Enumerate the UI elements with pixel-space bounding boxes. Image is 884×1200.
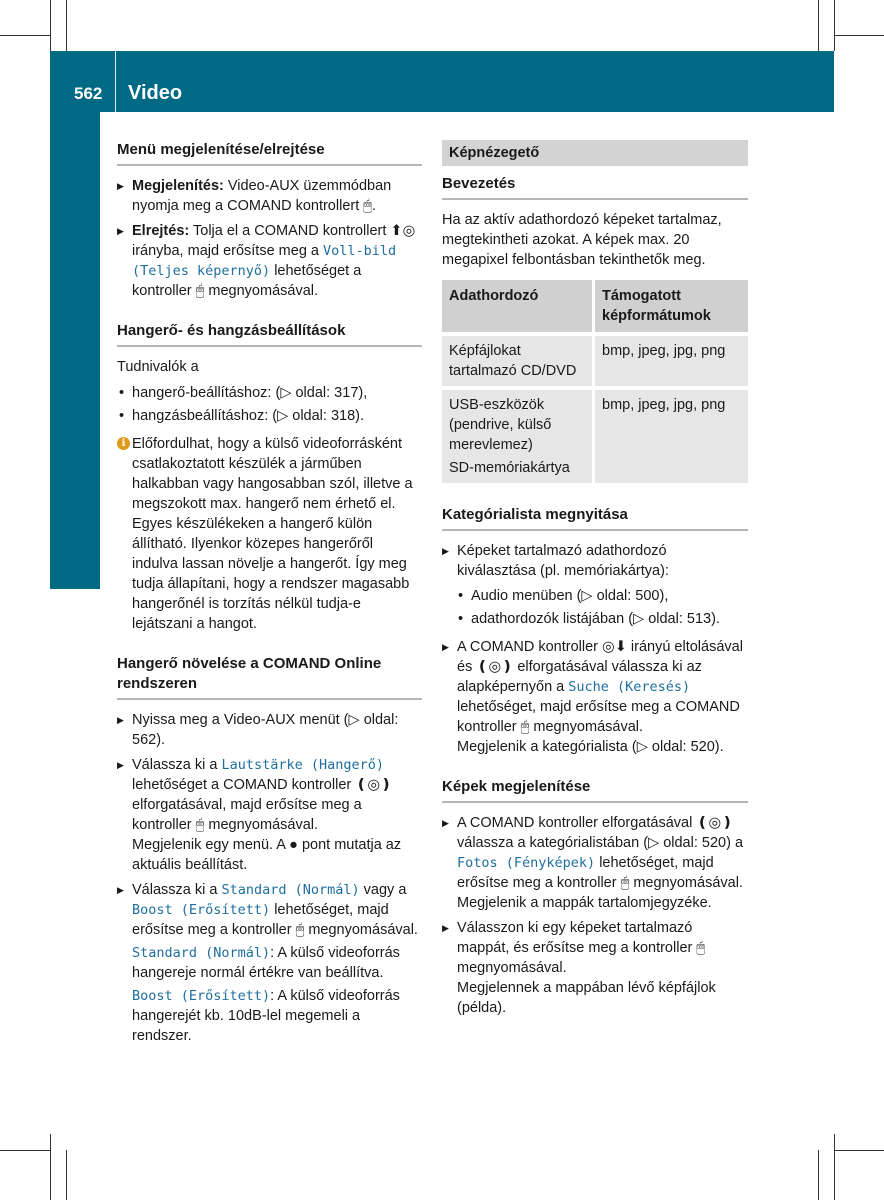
slide-down-icon: ◎⬇: [602, 639, 627, 655]
press-icon: 🖱: [295, 922, 305, 938]
section-heading: Bevezetés: [442, 174, 748, 200]
menu-item-lautstaerke: Lautstärke (Hangerő): [221, 757, 385, 773]
info-note-text: Előfordulhat, hogy a külső videoforrásként csatlakoztatott készülék a járműben halkabban vagy hangosabban szól, illetve a megszokott max. hangerő nem érhető el. Egyes készülékeken a hangerő külön állítható. Ilyenkor közepes hangerőről indulva lassan növelje a hangerőt. Így meg tudja állapítani, hogy a rendszer magasabb hangerőnél is torzítás nélkül tudja-e lejátszani a hangot.: [132, 436, 413, 632]
step-result: Megjelenik egy menü. A ● pont mutatja az aktuális beállítást.: [132, 837, 402, 873]
press-icon: 🖱: [620, 875, 630, 891]
press-icon: 🖱: [363, 198, 372, 214]
table-cell: bmp, jpeg, jpg, png: [592, 336, 748, 386]
instruction-step: [442, 918, 748, 1018]
step-text: megnyomásával.: [629, 875, 743, 891]
step-text: elforgatásával, majd erősítse meg a kontroller: [132, 797, 362, 833]
step-text: válassza a kategórialistában (▷ oldal: 520) a: [457, 835, 744, 851]
step-label: Elrejtés:: [132, 223, 190, 239]
rotate-icon: ❪◎❫: [355, 777, 393, 793]
left-column: [117, 140, 422, 1051]
step-text: megnyomásával.: [204, 817, 319, 833]
paragraph: Tudnivalók a: [117, 359, 199, 375]
menu-item-standard: Standard (Normál): [221, 882, 360, 898]
step-text: Válasszon ki egy képeket tartalmazó mappát, és erősítse meg a kontroller: [457, 920, 697, 956]
definition: [132, 986, 422, 1046]
list-item: [117, 383, 422, 403]
info-note: [117, 434, 422, 634]
step-result: Megjelenik a kategórialista (▷ oldal: 520).: [457, 739, 724, 755]
crop-mark: [0, 1150, 50, 1151]
step-text: Válassza ki a: [132, 882, 222, 898]
definition-term: Standard (Normál): [132, 945, 271, 961]
menu-item-suche: Suche (Keresés): [568, 679, 691, 695]
definition-term: Boost (Erősített): [132, 988, 271, 1004]
list-item-text: hangerő-beállításhoz: (▷ oldal: 317),: [132, 385, 368, 401]
step-text: lehetőséget a kontroller: [132, 263, 362, 299]
instruction-step: ▶ Nyissa meg a Video-AUX menüt (▷ oldal: 562).: [117, 710, 422, 750]
list-item-text: adathordozók listájában (▷ oldal: 513).: [471, 611, 720, 627]
table-header: Adathordozó: [442, 280, 592, 332]
instruction-step: [117, 880, 422, 1046]
instruction-step: [442, 541, 748, 581]
section-heading: Menü megjelenítése/elrejtése: [117, 140, 422, 166]
step-text: megnyomásával.: [304, 922, 418, 938]
step-text: A COMAND kontroller: [457, 639, 603, 655]
list-item-text: Audio menüben (▷ oldal: 500),: [471, 588, 669, 604]
table-row: [442, 390, 748, 483]
press-icon: 🖱: [195, 817, 205, 833]
section-box-title: Képnézegető: [442, 140, 748, 166]
step-text: .: [371, 198, 376, 214]
step-label: Megjelenítés:: [132, 178, 224, 194]
step-text: Tolja el a COMAND kontrollert: [189, 223, 391, 239]
step-text: Képeket tartalmazó adathordozó kiválasztása (pl. memóriakártya):: [457, 543, 669, 579]
instruction-step: [442, 813, 748, 913]
section-heading: Hangerő növelése a COMAND Online rendszeren: [117, 654, 422, 700]
step-text: lehetőséget, majd erősítse meg a COMAND kontroller: [457, 699, 740, 735]
step-text: lehetőséget a COMAND kontroller: [132, 777, 356, 793]
step-text: irányú eltolásával és: [457, 639, 743, 675]
crop-mark: [66, 0, 67, 51]
instruction-step: [117, 176, 422, 216]
crop-mark: [818, 0, 819, 51]
list-item: [442, 586, 748, 606]
header-divider: [115, 51, 116, 112]
bullet-marker: •: [458, 611, 464, 627]
list-item-text: hangzásbeállításhoz: (▷ oldal: 318).: [132, 408, 365, 424]
bullet-marker: •: [119, 408, 125, 424]
menu-item-fotos: Fotos (Fényképek): [457, 855, 596, 871]
crop-mark: [50, 1134, 51, 1200]
bullet-marker: •: [119, 385, 125, 401]
step-text: megnyomásával.: [529, 719, 644, 735]
page-number: 562: [74, 84, 103, 103]
table-cell: [442, 390, 592, 483]
step-text: irányba, majd erősítse meg a: [132, 243, 324, 259]
right-column: [442, 140, 748, 1023]
rotate-icon: ❪◎❫: [476, 659, 514, 675]
definition-text: : A külső videoforrás hangerejét kb. 10dB-lel megemeli a rendszer.: [132, 988, 400, 1044]
menu-item-boost: Boost (Erősített): [132, 902, 271, 918]
list-item: [117, 406, 422, 426]
crop-mark: [834, 1134, 835, 1200]
table-cell-line: SD-memóriakártya: [449, 460, 570, 476]
table-cell: Képfájlokat tartalmazó CD/DVD: [442, 336, 592, 386]
step-text: A COMAND kontroller elforgatásával: [457, 815, 697, 831]
page-title: Video: [128, 82, 183, 104]
step-text: megnyomásával.: [204, 283, 319, 299]
step-text: vagy a: [359, 882, 407, 898]
press-icon: 🖱: [195, 283, 205, 299]
step-result: Megjelennek a mappában lévő képfájlok (példa).: [457, 980, 716, 1016]
step-text: elforgatásával válassza ki az alapképernyőn a: [457, 659, 702, 695]
instruction-step: [117, 221, 422, 301]
press-icon: 🖱: [696, 940, 706, 956]
crop-mark: [50, 0, 51, 51]
step-text: Video-AUX üzemmódban nyomja meg a COMAND kontrollert: [132, 178, 392, 214]
table-header: Támogatott képformátumok: [592, 280, 748, 332]
format-table: [442, 276, 748, 487]
instruction-step: [442, 637, 748, 757]
crop-mark: [834, 35, 884, 36]
definition-text: : A külső videoforrás hangereje normál értékre van beállítva.: [132, 945, 400, 981]
crop-mark: [0, 35, 50, 36]
section-heading: Képek megjelenítése: [442, 777, 748, 803]
crop-mark: [834, 0, 835, 51]
instruction-step: [117, 755, 422, 875]
slide-up-icon: ⬆◎: [390, 223, 416, 239]
step-text: Válassza ki a: [132, 757, 222, 773]
list-item: [442, 609, 748, 629]
table-row: [442, 336, 748, 386]
side-tab-label: COMAND Online: [63, 281, 86, 439]
definition: [132, 943, 422, 983]
menu-item-voll-bild: Voll-bild (Teljes képernyő): [132, 243, 397, 279]
side-tab: [50, 112, 100, 589]
section-heading: Kategórialista megnyitása: [442, 505, 748, 531]
table-header-row: [442, 280, 748, 332]
crop-mark: [66, 1150, 67, 1200]
table-cell-line: USB-eszközök (pendrive, külső merevlemez): [449, 397, 552, 453]
paragraph: Ha az aktív adathordozó képeket tartalmaz, megtekintheti azokat. A képek max. 20 megapixel felbontásban tekinthetők meg.: [442, 212, 722, 268]
bullet-marker: •: [458, 588, 464, 604]
section-heading: Hangerő- és hangzásbeállítások: [117, 321, 422, 347]
press-icon: 🖱: [520, 719, 530, 735]
step-result: Megjelenik a mappák tartalomjegyzéke.: [457, 895, 712, 911]
step-text: megnyomásával.: [457, 960, 567, 976]
crop-mark: [818, 1150, 819, 1200]
table-cell: bmp, jpeg, jpg, png: [592, 390, 748, 483]
rotate-icon: ❪◎❫: [696, 815, 734, 831]
info-icon: i: [117, 437, 130, 450]
step-text: lehetőséget, majd erősítse meg a kontroller: [457, 855, 714, 891]
crop-mark: [834, 1150, 884, 1151]
step-text: lehetőséget, majd erősítse meg a kontroller: [132, 902, 389, 938]
